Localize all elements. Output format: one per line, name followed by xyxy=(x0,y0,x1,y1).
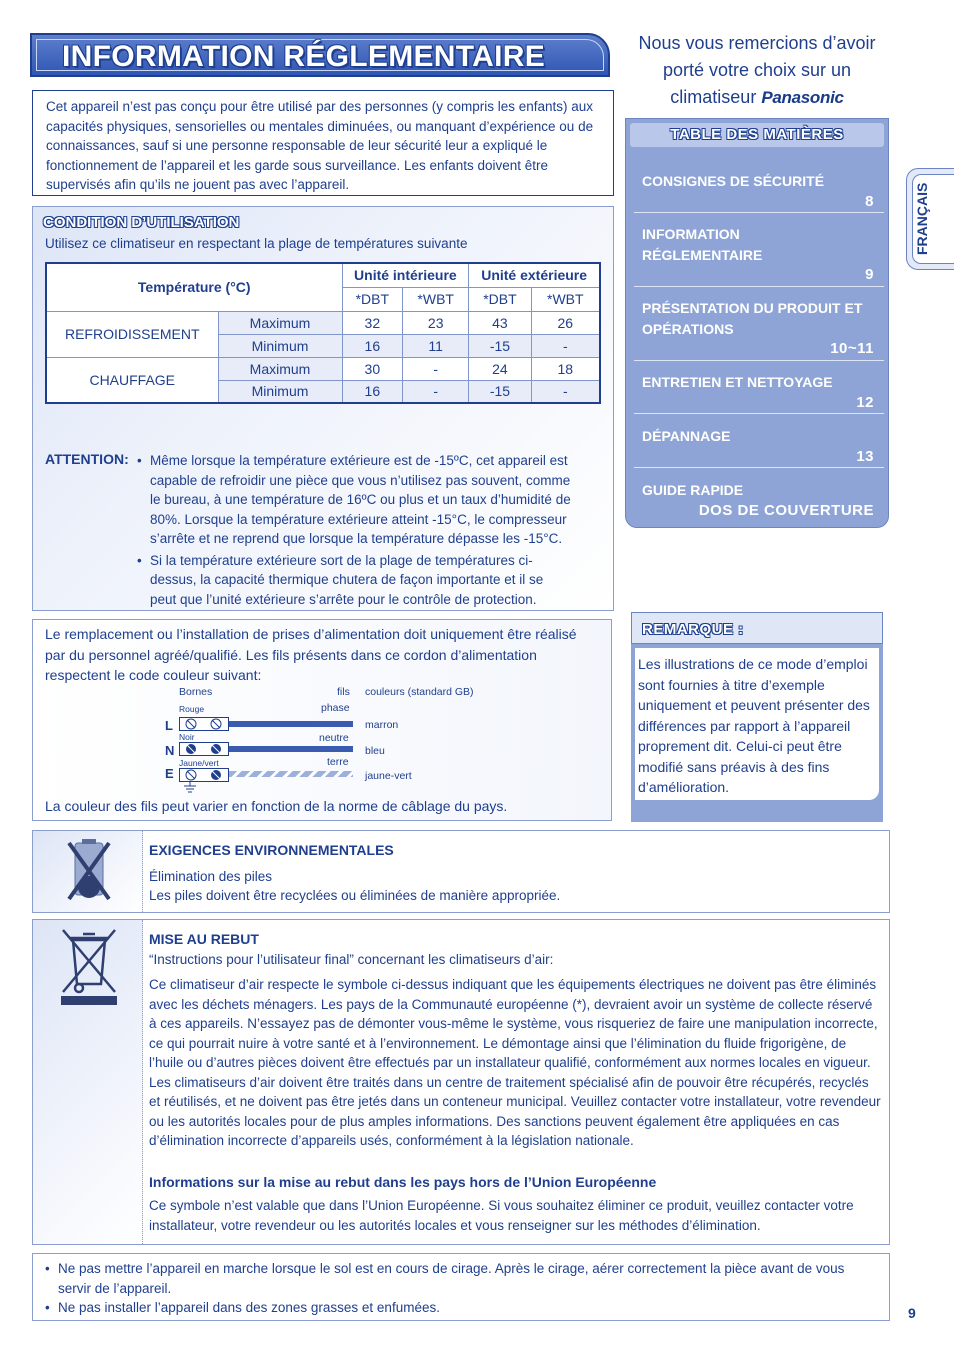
wire-tag-n: Noir xyxy=(179,732,195,742)
crossed-battery-icon xyxy=(67,839,111,904)
toc-item-page: 10~11 xyxy=(830,340,874,357)
toc-item-label: CONSIGNES DE SÉCURITÉ xyxy=(642,173,825,189)
condition-subtitle: Utilisez ce climatiseur en respectant la plage de températures suivante xyxy=(45,236,468,251)
value-cell: 43 xyxy=(469,311,531,334)
value-cell: 16 xyxy=(342,380,403,403)
remark-box xyxy=(631,612,883,822)
thanks-line-1: Nous vous remercions d’avoir xyxy=(638,33,876,53)
toc-item-maintenance[interactable] xyxy=(634,372,884,414)
value-cell: 32 xyxy=(342,311,403,334)
table-row xyxy=(46,311,600,334)
title-banner xyxy=(30,33,610,77)
wiring-footer: La couleur des fils peut varier en fonction de la norme de câblage du pays. xyxy=(45,798,508,814)
level-cell: Maximum xyxy=(218,311,342,334)
attention-item: • Si la température extérieure sort de la plage de températures ci-dessus, la capacité thermique chutera de façon importante et il se peut que l’unité extérieure s’arrête pour le contrôle de protection. xyxy=(137,551,572,610)
wire-color-l: marron xyxy=(365,719,399,731)
language-label: FRANÇAIS xyxy=(914,182,930,256)
wire-name-l: phase xyxy=(321,702,350,714)
toc-title: TABLE DES MATIÈRES xyxy=(630,123,884,147)
toc-item-safety[interactable] xyxy=(634,171,884,213)
disposal-title: MISE AU REBUT xyxy=(149,931,259,947)
thanks-message xyxy=(622,30,892,111)
thanks-line-3 xyxy=(622,84,892,111)
wire-name-n: neutre xyxy=(319,732,349,744)
disposal-body: Ce climatiseur d’air respecte le symbole ci-dessus indiquant que les équipements électriques ne doivent pas être éliminés avec les déchets ménagers. Les pays de la Communauté européenne (*), devraient avoir un système de collecte réservé à ces appareils. N’essayez pas de démonter vous-même le système, vous risqueriez de faire une manipulation incorrecte, ce qui pourrait nuire à votre santé et à l’environnement. Le démontage ainsi que l’élimination du fluide frigorigène, de l’huile ou d’autres pièces doivent être effectués par un installateur qualifié, conformément aux normes locales en vigueur. Les climatiseurs d’air doivent être traités dans un centre de traitement spécialisé afin de pouvoir être récupérés, recyclés et réutilisés, et ne doivent pas être jetés dans un conteneur municipal. Veuillez contacter votre installateur, votre revendeur ou les autorités locales pour de plus amples informations. Des sanctions peuvent également être appliquées en cas d’élimination incorrecte d’appareils usés, conformément à la législation nationale. xyxy=(149,977,881,1148)
table-of-contents xyxy=(625,118,889,528)
value-cell: 16 xyxy=(342,334,403,357)
remark-header xyxy=(631,612,883,644)
attention-label: ATTENTION: xyxy=(45,451,129,467)
value-cell: -15 xyxy=(469,334,531,357)
couleurs-label: couleurs (standard GB) xyxy=(365,686,474,698)
wire-n xyxy=(229,746,353,752)
environment-box xyxy=(32,830,890,913)
brand-logo: Panasonic xyxy=(761,88,844,107)
battery-disposal-line: Élimination des piles xyxy=(149,868,273,884)
value-cell: - xyxy=(403,357,469,380)
toc-item-quick-guide[interactable] xyxy=(634,480,884,521)
mode-cell: REFROIDISSEMENT xyxy=(46,311,218,357)
toc-item-presentation[interactable] xyxy=(634,298,884,361)
page-number: 9 xyxy=(908,1305,916,1321)
table-row xyxy=(46,357,600,380)
wire-l xyxy=(229,721,353,727)
wiring-box xyxy=(32,619,612,821)
value-cell: - xyxy=(403,380,469,403)
level-cell: Minimum xyxy=(218,334,342,357)
wiring-intro: Le remplacement ou l’installation de prises d’alimentation doit uniquement être réalisé par du personnel agréé/qualifié. Les fils présents dans ce cordon d’alimentation respectent le code couleur suivant: xyxy=(45,626,577,683)
environment-text xyxy=(149,841,883,906)
thanks-line-2: porté votre choix sur un xyxy=(662,60,852,80)
page-title: INFORMATION RÉGLEMENTAIRE xyxy=(62,40,546,73)
crossed-bin-icon xyxy=(59,926,119,1009)
temperature-table xyxy=(45,262,601,404)
wire-tag-l: Rouge xyxy=(179,704,205,714)
value-cell: -15 xyxy=(469,380,531,403)
wire-letter-n: N xyxy=(165,743,175,758)
warning-text: Cet appareil n’est pas conçu pour être utilisé par des personnes (y compris les enfants) aux capacités physiques, sensorielles ou mentales diminuées, ou manquant d’expérience ou de connaissances, sauf si une personne responsable de leur sécurité leur a expliqué le fonctionnement de l’appareil et les garde sous surveillance. Les enfants doivent être supervisés afin qu’ils ne jouent pas avec l’appareil. xyxy=(46,99,594,192)
toc-item-page: 12 xyxy=(856,393,874,411)
value-cell: 11 xyxy=(403,334,469,357)
outdoor-header: Unité extérieure xyxy=(469,263,600,287)
toc-item-page: DOS DE COUVERTURE xyxy=(698,501,874,519)
indoor-header: Unité intérieure xyxy=(342,263,469,287)
value-cell: 30 xyxy=(342,357,403,380)
mode-cell: CHAUFFAGE xyxy=(46,357,218,403)
indoor-dbt-header: *DBT xyxy=(342,287,403,311)
level-cell: Maximum xyxy=(218,357,342,380)
toc-item-troubleshooting[interactable] xyxy=(634,426,884,468)
remark-title: REMARQUE : xyxy=(642,621,744,638)
value-cell: 26 xyxy=(531,311,600,334)
value-cell: 24 xyxy=(469,357,531,380)
fils-label: fils xyxy=(337,686,350,698)
toc-item-regulatory[interactable] xyxy=(634,224,884,287)
environment-title: EXIGENCES ENVIRONNEMENTALES xyxy=(149,842,394,858)
toc-item-label: GUIDE RAPIDE xyxy=(642,482,744,498)
warning-box xyxy=(32,90,614,196)
outdoor-dbt-header: *DBT xyxy=(469,287,531,311)
indoor-wbt-header: *WBT xyxy=(403,287,469,311)
non-eu-body: Ce symbole n’est valable que dans l’Union Européenne. Si vous souhaitez éliminer ce produit, veuillez contacter votre installateur, votre revendeur ou les autorités locales et vous renseigner sur les méthodes d’élimination. xyxy=(149,1198,854,1233)
attention-item: • Même lorsque la température extérieure est de -15ºC, cet appareil est capable de refroidir une pièce que vous n’utilisez pas souvent, comme le bureau, à une température de 16ºC ou plus et un taux d’humidité de 80%. Lorsque la température extérieure atteint -15°C, le compresseur s’arrête et ne reprend que lorsque la température dépasse les -15°C. xyxy=(137,451,572,549)
wire-color-n: bleu xyxy=(365,745,385,757)
wire-letter-l: L xyxy=(165,718,173,733)
note-item: • Ne pas installer l’appareil dans des zones grasses et enfumées. xyxy=(45,1298,877,1318)
temperature-header: Température (°C) xyxy=(46,263,342,311)
toc-item-page: 9 xyxy=(865,266,874,283)
value-cell: - xyxy=(531,334,600,357)
toc-item-label: DÉPANNAGE xyxy=(642,428,731,444)
disposal-quote: “Instructions pour l’utilisateur final” concernant les climatiseurs d’air: xyxy=(149,951,554,967)
battery-recycle-line: Les piles doivent être recyclées ou éliminées de manière appropriée. xyxy=(149,888,561,903)
toc-item-label: ENTRETIEN ET NETTOYAGE xyxy=(642,374,833,390)
non-eu-title: Informations sur la mise au rebut dans les pays hors de l’Union Européenne xyxy=(149,1173,657,1190)
bottom-notes xyxy=(32,1253,890,1321)
weee-icon-zone xyxy=(33,920,143,1244)
toc-item-page: 8 xyxy=(865,192,874,210)
condition-title: CONDITION D’UTILISATION xyxy=(43,214,240,231)
wire-letter-e: E xyxy=(165,766,174,781)
remark-panel xyxy=(635,648,879,800)
wire-tag-e: Jaune/vert xyxy=(179,758,219,768)
ground-icon xyxy=(183,781,197,796)
wire-e xyxy=(229,771,353,777)
attention-list xyxy=(137,451,572,611)
battery-icon-zone xyxy=(33,831,143,912)
wire-name-e: terre xyxy=(327,756,349,768)
value-cell: 18 xyxy=(531,357,600,380)
thanks-line-3-text: climatiseur xyxy=(670,87,757,107)
language-tab[interactable] xyxy=(906,168,954,270)
note-item: • Ne pas mettre l’appareil en marche lorsque le sol est en cours de cirage. Après le cirage, aérer correctement la pièce avant de vous servir de l’appareil. xyxy=(45,1259,877,1298)
disposal-box xyxy=(32,919,890,1245)
outdoor-wbt-header: *WBT xyxy=(531,287,600,311)
wire-color-e: jaune-vert xyxy=(365,770,412,782)
bornes-label: Bornes xyxy=(179,686,213,698)
disposal-text xyxy=(149,930,883,1235)
toc-item-label: INFORMATION RÉGLEMENTAIRE xyxy=(642,226,763,263)
level-cell: Minimum xyxy=(218,380,342,403)
value-cell: - xyxy=(531,380,600,403)
remark-body xyxy=(631,644,883,822)
value-cell: 23 xyxy=(403,311,469,334)
toc-item-page: 13 xyxy=(856,447,874,465)
toc-item-label: PRÉSENTATION DU PRODUIT ET OPÉRATIONS xyxy=(642,300,863,337)
remark-text: Les illustrations de ce mode d’emploi sont fournies à titre d’exemple uniquement et peuvent présenter des différences par rapport à l’appareil proprement dit. Celui-ci peut être modifié sans préavis à des fins d’amélioration. xyxy=(638,656,870,795)
terminal-n-icon xyxy=(179,742,229,759)
condition-section xyxy=(32,206,614,611)
